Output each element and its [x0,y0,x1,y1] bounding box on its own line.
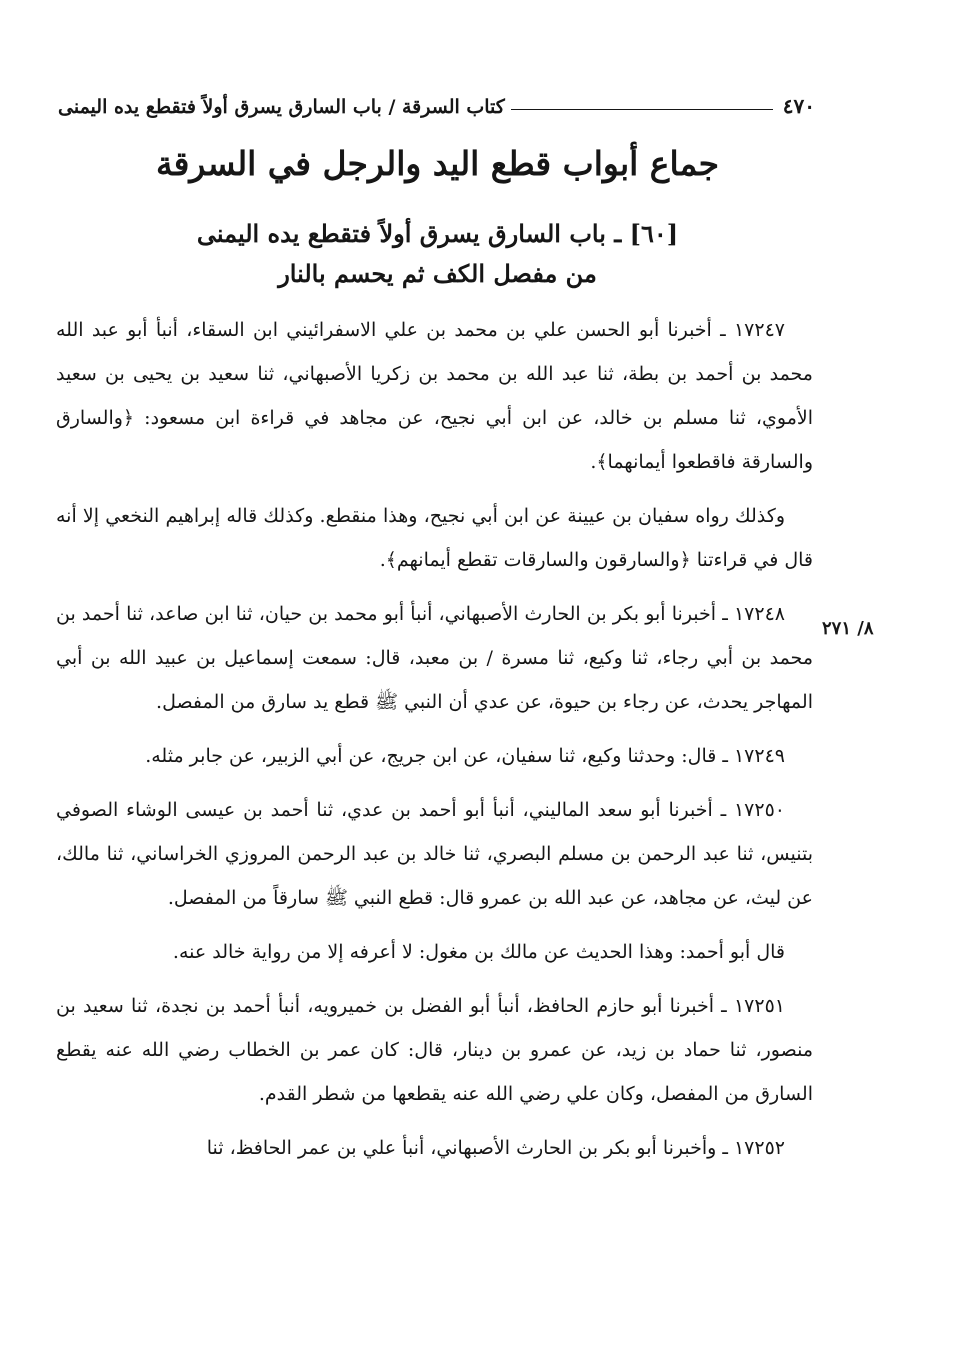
hadith-17250: ١٧٢٥٠ ـ أخبرنا أبو سعد الماليني، أنبأ أبو أحمد بن عدي، ثنا أحمد بن عيسى الوشاء الصوفي بتنيس، ثنا عبد الرحمن بن مسلم البصري، ثنا خالد بن عبد الرحمن المروزي الخراساني، ثنا مالك، عن ليث، عن مجاهد، عن عبد الله بن عمرو قال: قطع النبي ﷺ سارقاً من المفصل. [56,799,813,909]
section-title-line-1: [٦٠] ـ باب السارق يسرق أولاً فتقطع يده اليمنى [196,219,679,248]
chapter-title: جماع أبواب قطع اليد والرجل في السرقة [155,144,720,183]
commentary-paragraph: قال أبو أحمد: وهذا الحديث عن مالك بن مغول: لا أعرفه إلا من رواية خالد عنه. [172,941,785,963]
margin-reference: ٨/ ٢٧١ [822,618,874,639]
hadith-17248: ١٧٢٤٨ ـ أخبرنا أبو بكر بن الحارث الأصبهاني، أنبأ أبو محمد بن حيان، ثنا ابن صاعد، ثنا أحمد بن محمد بن أبي رجاء، ثنا وكيع، ثنا مسرة / بن معبد، قال: سمعت إسماعيل بن عبيد الله بن أبي المهاجر يحدث، عن رجاء بن حيوة، عن عدي أن النبي ﷺ قطع يد سارق من المفصل. [56,603,813,713]
running-header [58,84,815,118]
section-title [60,214,815,294]
hadith-17251: ١٧٢٥١ ـ أخبرنا أبو حازم الحافظ، أنبأ أبو الفضل بن خميرويه، أنبأ أحمد بن نجدة، ثنا سعيد بن منصور، ثنا حماد بن زيد، عن عمرو بن دينار، قال: كان عمر بن الخطاب رضي الله عنه يقطع السارق من المفصل، وكان علي رضي الله عنه يقطعها من شطر القدم. [56,995,813,1105]
running-title: كتاب السرقة / باب السارق يسرق أولاً فتقطع يده اليمنى [58,96,505,118]
hadith-17252: ١٧٢٥٢ ـ وأخبرنا أبو بكر بن الحارث الأصبهاني، أنبأ علي بن عمر الحافظ، ثنا [206,1137,785,1159]
hadith-17247: ١٧٢٤٧ ـ أخبرنا أبو الحسن علي بن محمد بن علي الاسفرائيني ابن السقاء، أنبأ أبو عبد الله محمد بن أحمد بن بطة، ثنا عبد الله بن محمد بن زكريا الأصبهاني، ثنا سعيد بن يحيى بن سعيد الأموي، ثنا مسلم بن خالد، عن ابن أبي نجيح، عن مجاهد في قراءة ابن مسعود: ﴿والسارق والسارقة فاقطعوا أيمانهما﴾. [56,319,813,473]
header-rule [511,109,773,110]
hadith-17249: ١٧٢٤٩ ـ قال: وحدثنا وكيع، ثنا سفيان، عن ابن جريج، عن أبي الزبير، عن جابر مثله. [145,745,785,767]
commentary-paragraph: وكذلك رواه سفيان بن عيينة عن ابن أبي نجيح، وهذا منقطع. وكذلك قاله إبراهيم النخعي إلا أنه قال في قراءتنا ﴿والسارقون والسارقات تقطع أيمانهم﴾. [56,505,813,571]
section-title-line-2: من مفصل الكف ثم يحسم بالنار [278,259,597,288]
page-number: ٤٧٠ [782,94,815,118]
body-text [56,308,813,1180]
